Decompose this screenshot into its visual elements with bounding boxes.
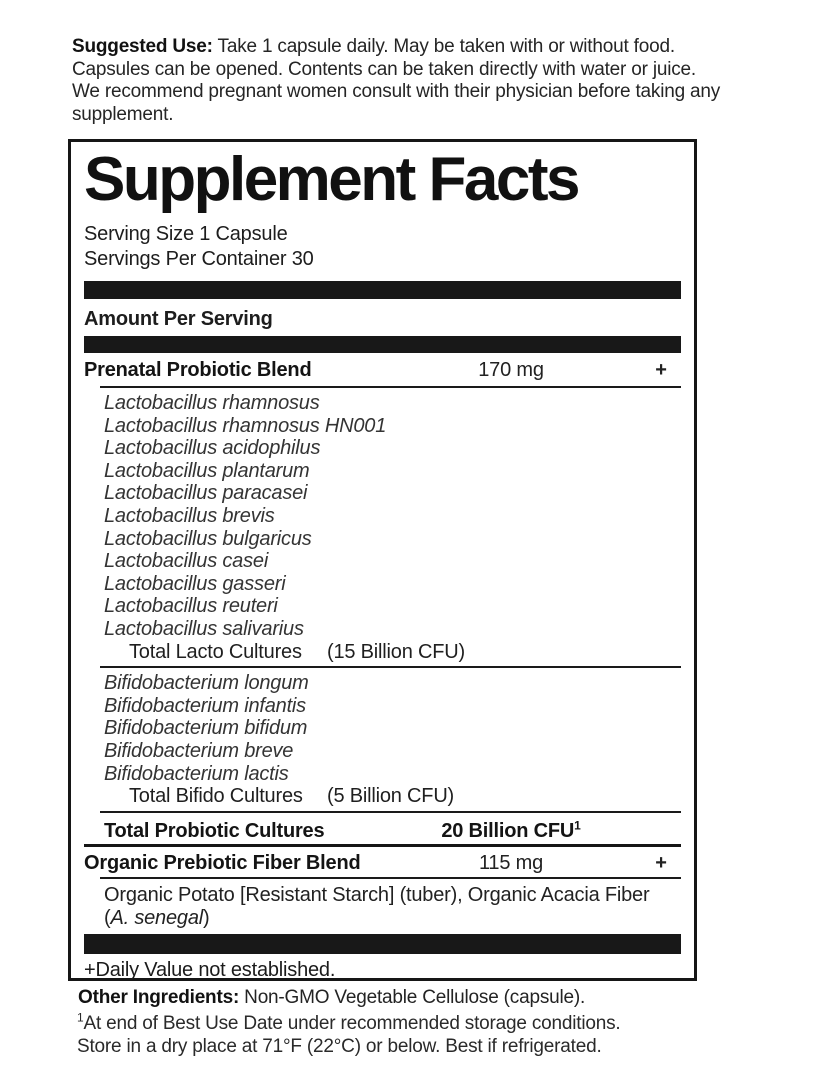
daily-value-note: +Daily Value not established. — [84, 958, 336, 981]
other-ingredients — [78, 987, 718, 1009]
fiber-ingredients-line1: Organic Potato [Resistant Starch] (tuber), Organic Acacia Fiber — [104, 883, 650, 906]
probiotic-blend-dv-symbol: + — [655, 359, 667, 381]
bifido-total-label: Total Bifido Cultures — [129, 785, 303, 808]
species-item: Lactobacillus gasseri — [104, 572, 286, 595]
suggested-use-text: Take 1 capsule daily. May be taken with or without food. Capsules can be opened. Contents can be taken directly with water or juice. We recommend pregnant women consult with their physician before taking any supplement. — [72, 36, 721, 125]
fiber-blend-dv-symbol: + — [655, 851, 667, 874]
species-item: Lactobacillus casei — [104, 550, 269, 573]
footnote-line1: At end of Best Use Date under recommended storage conditions. — [83, 1013, 621, 1034]
lacto-total-amount: (15 Billion CFU) — [327, 640, 465, 663]
species-item: Lactobacillus acidophilus — [104, 437, 321, 460]
species-item: Bifidobacterium longum — [104, 672, 309, 695]
species-item: Lactobacillus rhamnosus HN001 — [104, 414, 387, 437]
species-item: Bifidobacterium lactis — [104, 762, 289, 785]
servings-per-container: Servings Per Container 30 — [84, 248, 314, 270]
probiotic-total-row — [84, 819, 681, 843]
divider-rule-thin — [100, 811, 681, 813]
bifido-species-list — [104, 672, 681, 785]
bifido-total-line — [129, 785, 681, 808]
fiber-blend-amount: 115 mg — [478, 851, 544, 874]
divider-rule-thin — [100, 666, 681, 668]
divider-bar-thick — [84, 934, 681, 954]
paren-close: ) — [202, 906, 210, 929]
probiotic-total-amount — [381, 819, 641, 843]
footnote-marker: 1 — [574, 818, 581, 833]
suggested-use-label: Suggested Use: — [72, 36, 213, 57]
probiotic-total-amount-text: 20 Billion CFU — [441, 819, 575, 842]
species-item: Lactobacillus bulgaricus — [104, 527, 312, 550]
species-item: Lactobacillus paracasei — [104, 482, 308, 505]
panel-title: Supplement Facts — [84, 145, 578, 214]
divider-rule-thin — [100, 386, 681, 388]
lacto-total-line — [129, 641, 681, 664]
fiber-ingredients — [104, 884, 681, 930]
probiotic-blend-row — [84, 358, 681, 383]
lacto-species-list — [104, 392, 681, 641]
divider-bar-thick — [84, 336, 681, 353]
footnote-line2: Store in a dry place at 71°F (22°C) or below. Best if refrigerated. — [77, 1035, 602, 1057]
species-item: Lactobacillus reuteri — [104, 595, 278, 618]
probiotic-blend-name: Prenatal Probiotic Blend — [84, 359, 312, 381]
footnote-marker: 1 — [77, 1010, 84, 1025]
species-item: Lactobacillus brevis — [104, 504, 275, 527]
species-item: Bifidobacterium breve — [104, 739, 294, 762]
species-item: Lactobacillus salivarius — [104, 617, 304, 640]
species-item: Lactobacillus plantarum — [104, 459, 310, 482]
paren-open: ( — [104, 906, 111, 929]
divider-rule-medium — [84, 844, 681, 847]
storage-footnote — [77, 1010, 717, 1058]
supplement-facts-panel — [68, 139, 697, 981]
suggested-use-paragraph — [72, 36, 722, 126]
amount-per-serving-header: Amount Per Serving — [84, 308, 273, 330]
species-item: Lactobacillus rhamnosus — [104, 392, 320, 414]
other-ingredients-text: Non-GMO Vegetable Cellulose (capsule). — [239, 987, 586, 1008]
divider-rule-thin — [100, 877, 681, 879]
species-item: Bifidobacterium infantis — [104, 694, 306, 717]
probiotic-blend-amount: 170 mg — [478, 359, 544, 381]
fiber-blend-row — [84, 851, 681, 876]
lacto-total-label: Total Lacto Cultures — [129, 640, 302, 663]
bifido-total-amount: (5 Billion CFU) — [327, 785, 455, 808]
other-ingredients-label: Other Ingredients: — [78, 987, 240, 1008]
fiber-species-italic: A. senegal — [110, 906, 203, 929]
fiber-ingredients-line2 — [104, 907, 681, 930]
serving-size: Serving Size 1 Capsule — [84, 223, 288, 245]
divider-bar-thick — [84, 281, 681, 299]
fiber-blend-name: Organic Prebiotic Fiber Blend — [84, 851, 361, 874]
probiotic-total-label: Total Probiotic Cultures — [104, 819, 325, 842]
species-item: Bifidobacterium bifidum — [104, 717, 308, 740]
